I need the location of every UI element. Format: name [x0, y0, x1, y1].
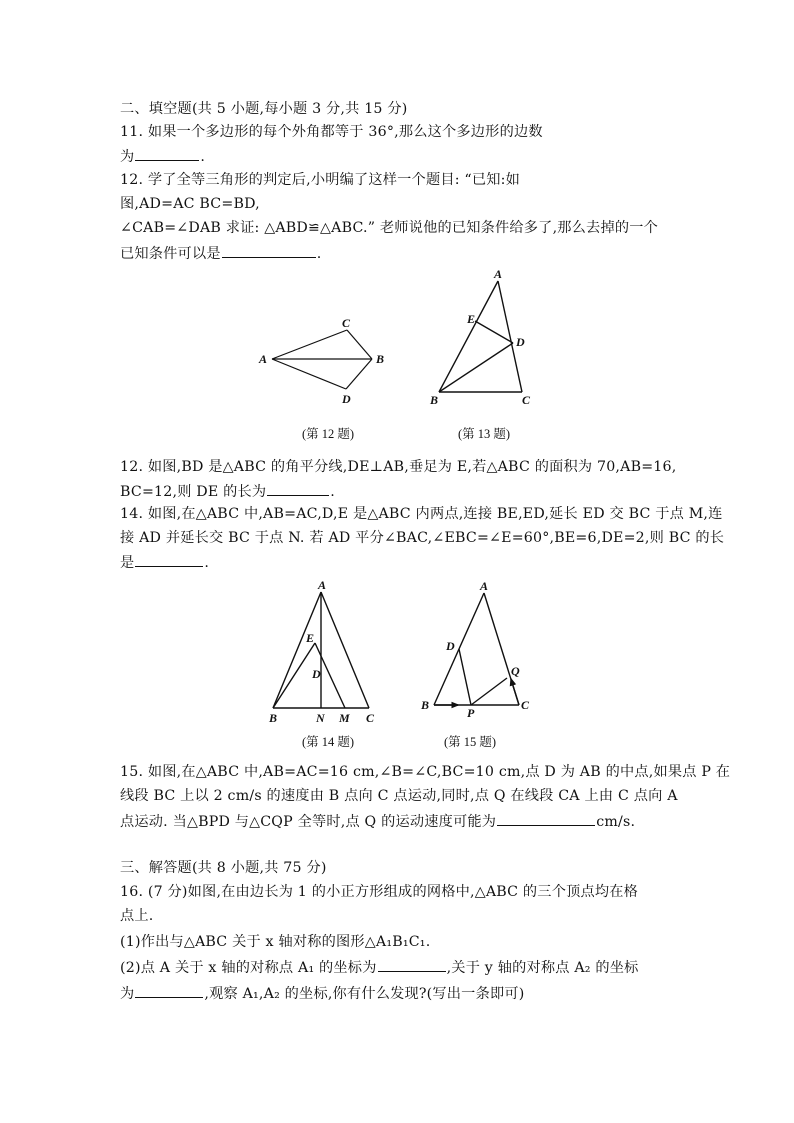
question-16-part2-line1: [120, 957, 639, 978]
question-13-prefix: BC=12,则 DE 的长为: [120, 484, 267, 500]
question-11-text: 11. 如果一个多边形的每个外角都等于 36°,那么这个多边形的边数: [120, 124, 543, 140]
question-16-text-line2: 点上.: [120, 908, 154, 924]
question-16-part2-line2: [120, 983, 524, 1004]
question-12-text-line2: 图,AD=AC BC=BD,: [120, 196, 260, 212]
question-16-part2b-prefix: 为: [120, 986, 135, 1002]
question-12-text-line1: 12. 学了全等三角形的判定后,小明编了这样一个题目: “已知:如: [120, 172, 521, 188]
fig15-label-p: P: [467, 706, 475, 720]
question-13-text: 12. 如图,BD 是△ABC 的角平分线,DE⊥AB,垂足为 E,若△ABC 的面积为 70,AB=16,: [120, 459, 677, 475]
question-12-answer-line: [120, 243, 321, 264]
answer-blank-12[interactable]: [222, 243, 316, 258]
figure-13-triangle: [425, 265, 555, 410]
question-14-suffix: .: [204, 555, 210, 571]
fig15-label-c: C: [521, 698, 530, 712]
question-12-suffix: .: [316, 246, 322, 262]
fig15-label-a: A: [480, 579, 489, 593]
fig13-label-a: A: [494, 267, 503, 281]
question-11-prefix: 为: [120, 149, 135, 165]
question-14-answer-line: [120, 552, 209, 573]
fig14-label-b: B: [269, 711, 278, 725]
question-12-prefix: 已知条件可以是: [120, 246, 221, 262]
caption-figure-15: (第 15 题): [444, 735, 497, 749]
section-heading-solve: 三、解答题(共 8 小题,共 75 分): [120, 860, 327, 876]
answer-blank-16a[interactable]: [378, 957, 446, 972]
question-16-part1: (1)作出与△ABC 关于 x 轴对称的图形△A₁B₁C₁.: [120, 934, 431, 950]
fig15-label-b: B: [421, 698, 430, 712]
question-16-part2b-suffix: ,观察 A₁,A₂ 的坐标,你有什么发现?(写出一条即可): [204, 986, 525, 1002]
question-13-answer-line: [120, 481, 335, 502]
question-15-prefix: 点运动. 当△BPD 与△CQP 全等时,点 Q 的运动速度可能为: [120, 814, 497, 830]
fig14-label-a: A: [318, 578, 327, 592]
answer-blank-15[interactable]: [497, 811, 595, 826]
fig15-label-q: Q: [511, 664, 520, 678]
fig13-label-b: B: [430, 393, 439, 407]
fig13-label-c: C: [522, 393, 531, 407]
fig14-label-d: D: [312, 667, 321, 681]
caption-figure-12: (第 12 题): [302, 427, 355, 441]
answer-blank-13[interactable]: [267, 481, 329, 496]
question-11-answer-line: [120, 146, 205, 167]
question-13-suffix: .: [330, 484, 336, 500]
question-16-part2-suffix: ,关于 y 轴的对称点 A₂ 的坐标: [446, 960, 639, 976]
answer-blank-14[interactable]: [135, 552, 203, 567]
question-14-text-line2: 接 AD 并延长交 BC 于点 N. 若 AD 平分∠BAC,∠EBC=∠E=60°,BE=6,DE=2,则 BC 的长: [120, 530, 725, 546]
caption-figure-14: (第 14 题): [302, 735, 355, 749]
figure-15-triangle: [418, 575, 548, 725]
fig12-label-a: A: [259, 352, 268, 366]
answer-blank-11[interactable]: [135, 146, 199, 161]
question-14-text-line1: 14. 如图,在△ABC 中,AB=AC,D,E 是△ABC 内两点,连接 BE,ED,延长 ED 交 BC 于点 M,连: [120, 506, 723, 522]
fig14-label-n: N: [316, 711, 325, 725]
question-11-suffix: .: [200, 149, 206, 165]
fig13-label-e: E: [467, 312, 476, 326]
question-15-suffix: cm/s.: [596, 814, 636, 830]
question-14-prefix: 是: [120, 555, 135, 571]
fig14-label-e: E: [306, 631, 315, 645]
question-15-text-line1: 15. 如图,在△ABC 中,AB=AC=16 cm,∠B=∠C,BC=10 cm,点 D 为 AB 的中点,如果点 P 在: [120, 764, 731, 780]
fig14-label-m: M: [339, 711, 350, 725]
question-15-answer-line: [120, 811, 635, 832]
fig12-label-d: D: [342, 392, 351, 406]
caption-figure-13: (第 13 题): [458, 427, 511, 441]
section-heading-fill-blank: 二、填空题(共 5 小题,每小题 3 分,共 15 分): [120, 101, 408, 117]
fig12-label-c: C: [342, 316, 351, 330]
answer-blank-16b[interactable]: [135, 983, 203, 998]
fig15-label-d: D: [446, 639, 455, 653]
fig13-label-d: D: [516, 335, 525, 349]
figure-14-triangle: [262, 575, 387, 725]
fig14-label-c: C: [366, 711, 375, 725]
question-12-text-line3: ∠CAB=∠DAB 求证: △ABD≌△ABC.” 老师说他的已知条件给多了,那么去掉的一个: [120, 220, 658, 236]
question-16-part2-prefix: (2)点 A 关于 x 轴的对称点 A₁ 的坐标为: [120, 960, 377, 976]
figure-12-kite: [255, 315, 395, 410]
fig12-label-b: B: [376, 352, 385, 366]
question-16-text-line1: 16. (7 分)如图,在由边长为 1 的小正方形组成的网格中,△ABC 的三个顶点均在格: [120, 884, 639, 900]
question-15-text-line2: 线段 BC 上以 2 cm/s 的速度由 B 点向 C 点运动,同时,点 Q 在线段 CA 上由 C 点向 A: [120, 788, 678, 804]
